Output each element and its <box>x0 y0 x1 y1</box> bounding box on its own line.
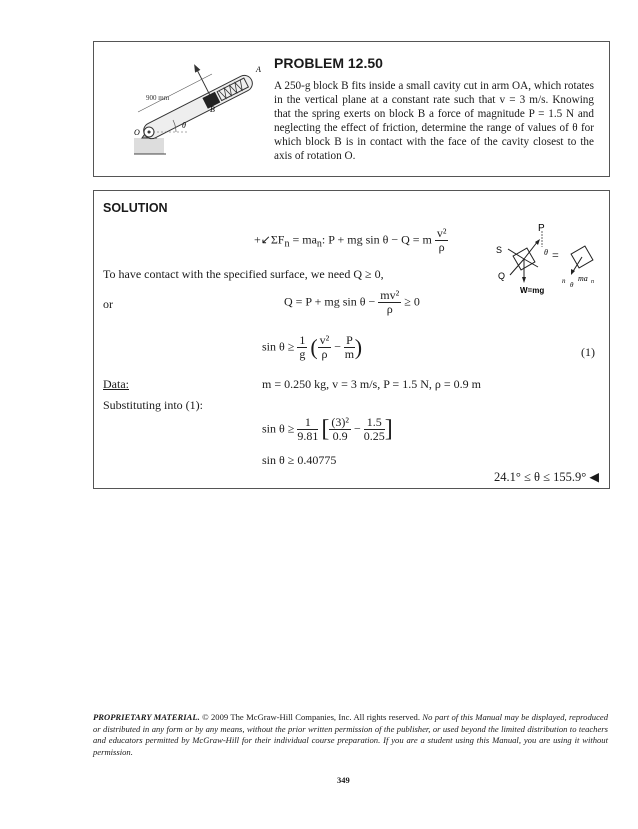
problem-box <box>93 41 610 177</box>
fbd-label-n: n <box>562 277 566 285</box>
contact-text: To have contact with the specified surface, we need Q ≥ 0, <box>103 267 384 281</box>
ground-hatch <box>134 138 166 154</box>
eq3-b-den: m <box>344 347 355 361</box>
or-label: or <box>103 297 113 311</box>
fbd-label-w: W=mg <box>520 286 545 295</box>
label-a: A <box>256 65 261 74</box>
eq3-b-num: P <box>346 333 353 347</box>
footer-notice <box>93 712 608 758</box>
footer-permission-text: No part of this Manual may be displayed, reproduced or distributed in any form or by any means, without the prior written permission of the publisher, or used beyond the limited distribution to teachers and educators permitted by McGraw-Hill for their individual course preparation. If you are a student using this Manual, you are using it without permission. <box>93 712 608 757</box>
equation-2 <box>284 289 420 316</box>
fbd-block-left <box>508 231 542 283</box>
eq4-b-num: 1.5 <box>364 416 385 430</box>
equation-number: (1) <box>581 345 595 359</box>
solution-title: SOLUTION <box>103 201 168 215</box>
eq1-den: ρ <box>438 240 445 254</box>
eq1-num: v² <box>436 226 447 240</box>
problem-text: A 250-g block B fits inside a small cavity cut in arm OA, which rotates in the vertical plane at a constant rate such that v = 3 m/s. Knowing that the spring exerts on block B a force of magnitude P = 1.5 N and neglecting the effect of friction, determine the range of values of θ for which block B is in contact with the face of the cavity closest to the axis of rotation O. <box>274 80 594 162</box>
eq4-b-den: 0.25 <box>363 429 385 443</box>
fbd-label-theta2: θ <box>570 281 574 289</box>
data-values: m = 0.250 kg, v = 3 m/s, P = 1.5 N, ρ = 0.9 m <box>262 377 481 391</box>
eq4-a-den: 0.9 <box>332 429 348 443</box>
eq4-den: 9.81 <box>297 429 319 443</box>
data-label: Data: <box>103 377 129 391</box>
eq3-den: g <box>299 347 306 361</box>
problem-title: PROBLEM 12.50 <box>274 55 383 71</box>
fbd-label-s: S <box>496 245 503 255</box>
eq1-sub2: n <box>316 238 322 250</box>
fbd-label-q: Q <box>498 271 506 281</box>
final-answer: 24.1° ≤ θ ≤ 155.9° ◀ <box>494 470 599 484</box>
eq4-minus: − <box>353 421 361 436</box>
free-body-diagram <box>494 219 604 299</box>
fbd-label-ma: ma <box>578 274 588 283</box>
eq2-left: Q = P + mg sin θ − <box>284 294 376 309</box>
eq2-right: ≥ 0 <box>404 294 420 309</box>
equation-1 <box>254 227 448 254</box>
arm-oa <box>126 44 255 141</box>
eq4-left: sin θ ≥ <box>262 421 295 436</box>
eq3-num: 1 <box>299 333 306 347</box>
label-o: O <box>134 128 140 137</box>
eq4-num: 1 <box>297 416 318 430</box>
eq2-num: mv² <box>380 288 400 302</box>
eq1-left: +↙ΣF <box>254 232 285 247</box>
fbd-equals: = <box>552 248 559 262</box>
eq1-sub: n <box>284 238 290 250</box>
footer-bold-label: PROPRIETARY MATERIAL. <box>93 712 200 722</box>
solution-box <box>93 190 610 489</box>
eq3-a-num: v² <box>319 333 330 347</box>
fbd-block-right <box>571 246 593 275</box>
problem-figure <box>94 42 266 176</box>
fbd-label-p: P <box>538 223 545 234</box>
page-number: 349 <box>337 775 350 785</box>
eq3-a-den: ρ <box>321 347 328 361</box>
eq1-mid: = ma <box>289 232 317 247</box>
eq3-left: sin θ ≥ <box>262 339 295 354</box>
fbd-label-ma-sub: n <box>591 279 594 285</box>
eq3-minus: − <box>334 339 342 354</box>
label-b: B <box>210 105 215 114</box>
eq1-rest: : P + mg sin θ − Q = m <box>321 232 432 247</box>
equation-4: sin θ ≥ $\frac{1}{9.81}$ [ $\frac{\text{(3)²}}{0.9}$ − $\frac{1.5}{0.25}$ ] <box>262 415 393 443</box>
dimension-label: 900 mm <box>146 94 170 102</box>
equation-5: sin θ ≥ 0.40775 <box>262 453 337 467</box>
equation-3: sin θ ≥ $\frac{1}{g}$ ( $\frac{\text{v²}}{\rho}$ − $\frac{P}{m}$ ) <box>262 333 363 361</box>
substitute-label: Substituting into (1): <box>103 398 204 412</box>
label-theta: θ <box>182 121 186 130</box>
eq4-a-num: (3)² <box>331 415 349 429</box>
footer-copyright: © 2009 The McGraw-Hill Companies, Inc. All rights reserved. <box>199 712 423 722</box>
fbd-label-theta: θ <box>544 248 548 257</box>
eq2-den: ρ <box>386 302 393 316</box>
